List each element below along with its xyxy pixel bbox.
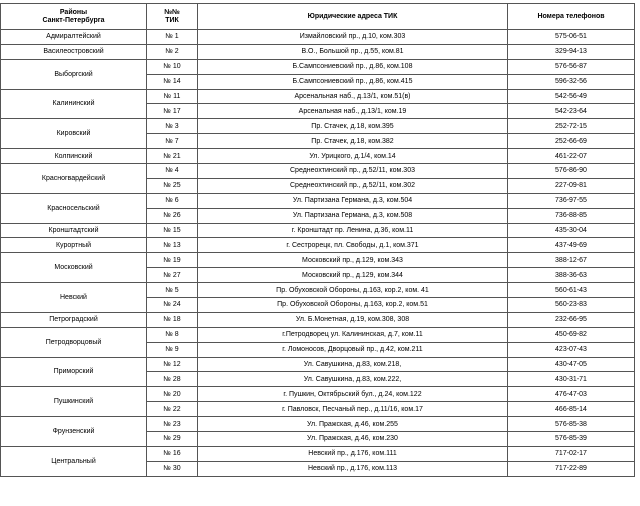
phone-cell: 430-31-71 [508,372,635,387]
tik-cell: № 24 [147,298,198,313]
phone-cell: 388-36-63 [508,268,635,283]
tik-cell: № 16 [147,446,198,461]
address-cell: Арсенальная наб., д.13/1, ком.51(в) [198,89,508,104]
tik-cell: № 21 [147,149,198,164]
district-cell: Петроградский [1,312,147,327]
district-cell: Петродворцовый [1,327,147,357]
address-cell: Невский пр., д.176, ком.111 [198,446,508,461]
address-cell: Среднеохтинский пр., д.52/11, ком.302 [198,178,508,193]
phone-cell: 576-86-90 [508,164,635,179]
tik-cell: № 26 [147,208,198,223]
tik-cell: № 30 [147,461,198,476]
tik-cell: № 12 [147,357,198,372]
table-row [1,119,635,134]
tik-cell: № 3 [147,119,198,134]
address-cell: Ул. Пражская, д.46, ком.255 [198,417,508,432]
tik-addresses-table [0,3,635,477]
phone-cell: 560-23-83 [508,298,635,313]
tik-cell: № 4 [147,164,198,179]
address-cell: Ул. Б.Монетная, д.19, ком.308, 308 [198,312,508,327]
table-row [1,357,635,372]
district-cell: Красносельский [1,193,147,223]
district-cell: Колпинский [1,149,147,164]
phone-cell: 736-97-55 [508,193,635,208]
address-cell: Измайловский пр., д.10, ком.303 [198,30,508,45]
phone-cell: 576-56-87 [508,59,635,74]
phone-cell: 560-61-43 [508,283,635,298]
tik-cell: № 7 [147,134,198,149]
address-cell: г. Ломоносов, Дворцовый пр., д.42, ком.211 [198,342,508,357]
phone-cell: 329-94-13 [508,44,635,59]
phone-cell: 476-47-03 [508,387,635,402]
tik-cell: № 9 [147,342,198,357]
address-cell: Ул. Пражская, д.46, ком.230 [198,432,508,447]
district-cell: Выборгский [1,59,147,89]
tik-cell: № 10 [147,59,198,74]
address-cell: г.Петродворец ул. Калининская, д.7, ком.11 [198,327,508,342]
phone-cell: 576-85-39 [508,432,635,447]
address-cell: Невский пр., д.176, ком.113 [198,461,508,476]
table-row [1,446,635,461]
phone-cell: 575-06-51 [508,30,635,45]
district-cell: Красногвардейский [1,164,147,194]
tik-cell: № 20 [147,387,198,402]
district-cell: Калининский [1,89,147,119]
district-cell: Центральный [1,446,147,476]
address-cell: Ул. Партизана Германа, д.3, ком.508 [198,208,508,223]
district-cell: Адмиралтейский [1,30,147,45]
phone-cell: 252-72-15 [508,119,635,134]
phone-cell: 542-56-49 [508,89,635,104]
table-row [1,312,635,327]
tik-cell: № 11 [147,89,198,104]
table-row [1,30,635,45]
address-cell: Ул. Савушкина, д.83, ком.222, [198,372,508,387]
tik-cell: № 22 [147,402,198,417]
table-row [1,149,635,164]
phone-cell: 576-85-38 [508,417,635,432]
address-cell: В.О., Большой пр., д.55, ком.81 [198,44,508,59]
address-cell: г. Сестрорецк, пл. Свободы, д.1, ком.371 [198,238,508,253]
tik-cell: № 19 [147,253,198,268]
table-header [1,4,635,30]
tik-cell: № 25 [147,178,198,193]
phone-cell: 252-66-69 [508,134,635,149]
phone-cell: 717-22-89 [508,461,635,476]
phone-cell: 437-49-69 [508,238,635,253]
phone-cell: 430-47-05 [508,357,635,372]
address-cell: Ул. Партизана Германа, д.3, ком.504 [198,193,508,208]
tik-cell: № 23 [147,417,198,432]
table-row [1,89,635,104]
address-cell: Пр. Стачек, д.18, ком.395 [198,119,508,134]
district-cell: Невский [1,283,147,313]
address-cell: Б.Сампсониевский пр., д.86, ком.108 [198,59,508,74]
table-row [1,164,635,179]
district-cell: Московский [1,253,147,283]
phone-cell: 596-32-56 [508,74,635,89]
table-row [1,387,635,402]
header-address: Юридические адреса ТИК [198,4,508,30]
address-cell: Пр. Обуховской Обороны, д.163, кор.2, ком.51 [198,298,508,313]
address-cell: Пр. Обуховской Обороны, д.163, кор.2, ком. 41 [198,283,508,298]
phone-cell: 542-23-64 [508,104,635,119]
tik-cell: № 29 [147,432,198,447]
table-row [1,193,635,208]
tik-cell: № 28 [147,372,198,387]
phone-cell: 736-88-85 [508,208,635,223]
table-row [1,44,635,59]
phone-cell: 388-12-67 [508,253,635,268]
tik-cell: № 5 [147,283,198,298]
header-tik: №№ ТИК [147,4,198,30]
district-cell: Фрунзенский [1,417,147,447]
table-row [1,238,635,253]
address-cell: Ул. Савушкина, д.83, ком.218, [198,357,508,372]
district-cell: Василеостровский [1,44,147,59]
header-phone: Номера телефонов [508,4,635,30]
tik-cell: № 18 [147,312,198,327]
address-cell: Московский пр., д.129, ком.343 [198,253,508,268]
tik-cell: № 27 [147,268,198,283]
header-row [1,4,635,30]
district-cell: Пушкинский [1,387,147,417]
tik-cell: № 14 [147,74,198,89]
phone-cell: 717-02-17 [508,446,635,461]
header-district: Районы Санкт-Петербурга [1,4,147,30]
address-cell: г. Пушкин, Октябрьский бул., д.24, ком.122 [198,387,508,402]
address-cell: г. Павловск, Песчаный пер., д.11/16, ком.17 [198,402,508,417]
table-row [1,253,635,268]
tik-cell: № 13 [147,238,198,253]
table-row [1,223,635,238]
address-cell: г. Кронштадт пр. Ленина, д.36, ком.11 [198,223,508,238]
phone-cell: 227-09-81 [508,178,635,193]
tik-cell: № 15 [147,223,198,238]
phone-cell: 466-85-14 [508,402,635,417]
address-cell: Среднеохтинский пр., д.52/11, ком.303 [198,164,508,179]
tik-cell: № 6 [147,193,198,208]
table-row [1,327,635,342]
address-cell: Московский пр., д.129, ком.344 [198,268,508,283]
tik-cell: № 1 [147,30,198,45]
address-cell: Ул. Урицкого, д.1/4, ком.14 [198,149,508,164]
district-cell: Приморский [1,357,147,387]
phone-cell: 423-07-43 [508,342,635,357]
table-row [1,283,635,298]
address-cell: Пр. Стачек, д.18, ком.382 [198,134,508,149]
tik-cell: № 17 [147,104,198,119]
phone-cell: 461-22-07 [508,149,635,164]
address-cell: Б.Сампсониевский пр., д.86, ком.415 [198,74,508,89]
phone-cell: 232-66-95 [508,312,635,327]
district-cell: Кронштадтский [1,223,147,238]
table-row [1,59,635,74]
district-cell: Кировский [1,119,147,149]
address-cell: Арсенальная наб., д.13/1, ком.19 [198,104,508,119]
table-body [1,30,635,477]
phone-cell: 435-30-04 [508,223,635,238]
tik-cell: № 2 [147,44,198,59]
district-cell: Курортный [1,238,147,253]
tik-cell: № 8 [147,327,198,342]
table-row [1,417,635,432]
phone-cell: 450-69-82 [508,327,635,342]
